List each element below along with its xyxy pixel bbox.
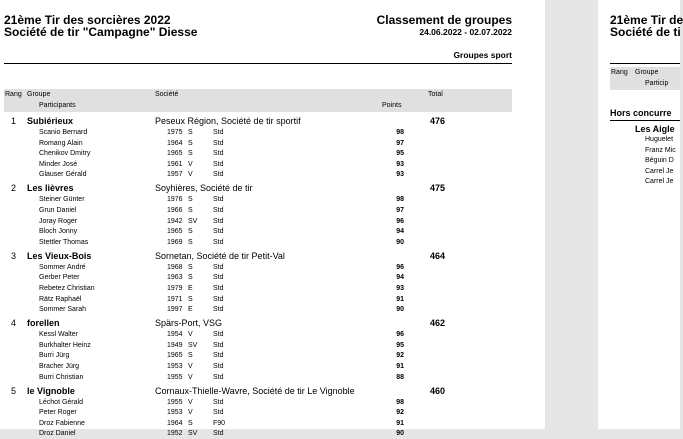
participant-type: Std bbox=[213, 363, 224, 370]
participant-type: Std bbox=[213, 129, 224, 136]
organizer-title-p2: Société de ti bbox=[610, 25, 681, 39]
group-name: Subiérieux bbox=[27, 116, 74, 126]
participant-type: Std bbox=[213, 217, 224, 225]
participant-year: 1957 bbox=[167, 171, 183, 179]
participant-year: 1964 bbox=[167, 419, 183, 427]
col-participants: Participants bbox=[39, 102, 76, 109]
participant-points: 90 bbox=[396, 306, 404, 314]
participant-category: S bbox=[188, 274, 193, 282]
participant-name: Peter Roger bbox=[39, 409, 77, 417]
participant-points: 98 bbox=[396, 129, 404, 136]
participant-type: Std bbox=[213, 196, 224, 204]
participant-year: 1953 bbox=[167, 409, 183, 417]
participant-category: E bbox=[188, 285, 193, 292]
participant-year: 1952 bbox=[167, 430, 183, 438]
participant-type: Std bbox=[213, 352, 224, 360]
participant-points: 91 bbox=[396, 295, 404, 303]
participant-row bbox=[0, 238, 545, 248]
section-title: Groupes sport bbox=[453, 50, 512, 60]
participant-year: 1949 bbox=[167, 341, 183, 349]
participant-row bbox=[0, 305, 545, 315]
participant-year: 1997 bbox=[167, 306, 183, 314]
participant-name: Chenikov Dmitry bbox=[39, 150, 91, 158]
participant-type: Std bbox=[213, 306, 224, 314]
col-total: Total bbox=[428, 91, 443, 98]
group-club: Soyhières, Société de tir bbox=[155, 183, 253, 194]
group-rank: 5 bbox=[11, 385, 17, 396]
section-rule-p2 bbox=[610, 120, 680, 121]
participant-points: 98 bbox=[396, 196, 404, 204]
participant-type: Std bbox=[213, 430, 224, 438]
group-club: Peseux Région, Société de tir sportif bbox=[155, 116, 301, 126]
col-rank: Rang bbox=[5, 91, 22, 98]
participant-category: S bbox=[188, 295, 193, 303]
participant-category: V bbox=[188, 363, 193, 370]
report-page-2 bbox=[598, 0, 683, 429]
participant-type: Std bbox=[213, 139, 224, 147]
group-club: Cornaux-Thielle-Wavre, Société de tir Le Vignoble bbox=[155, 385, 355, 396]
participant-row bbox=[0, 295, 545, 305]
col-club: Société bbox=[155, 91, 179, 98]
participant-year: 1961 bbox=[167, 160, 183, 168]
participant-points: 90 bbox=[396, 238, 404, 246]
participant-type: Std bbox=[213, 398, 224, 406]
participant-category: S bbox=[188, 352, 193, 360]
participant-category: S bbox=[188, 139, 193, 147]
participant-name: Bracher Jürg bbox=[39, 363, 80, 370]
participant-category: S bbox=[188, 238, 193, 246]
participant-type: Std bbox=[213, 150, 224, 158]
participant-points: 98 bbox=[396, 398, 404, 406]
organizer-title: Société de tir "Campagne" Diesse bbox=[4, 25, 198, 39]
col-points: Points bbox=[382, 102, 402, 109]
participant-points: 90 bbox=[396, 430, 404, 438]
group-rank: 1 bbox=[11, 116, 17, 126]
group-name: forellen bbox=[27, 318, 60, 329]
participant-points: 96 bbox=[396, 331, 404, 339]
participant-category: S bbox=[188, 263, 193, 271]
participant-name: Léchot Gérald bbox=[39, 398, 83, 406]
group-name: Les lièvres bbox=[27, 183, 74, 194]
col-group-p2: Groupe bbox=[635, 69, 659, 76]
participant-category: SV bbox=[188, 217, 198, 225]
participant-name: Romang Alain bbox=[39, 139, 83, 147]
participant-year: 1955 bbox=[167, 398, 183, 406]
participant-points: 97 bbox=[396, 207, 404, 214]
participant-category: V bbox=[188, 171, 193, 179]
participant-points: 94 bbox=[396, 228, 404, 236]
group-rank: 2 bbox=[11, 183, 17, 194]
date-range: 24.06.2022 - 02.07.2022 bbox=[419, 27, 512, 37]
group-total: 460 bbox=[429, 385, 445, 396]
participant-points: 92 bbox=[396, 352, 404, 360]
participant-row bbox=[0, 206, 545, 216]
participant-year: 1964 bbox=[167, 139, 183, 147]
participant-row bbox=[0, 351, 545, 361]
participant-name: Scanio Bernard bbox=[39, 129, 88, 136]
participant-name: Bloch Jonny bbox=[39, 228, 78, 236]
participant-row bbox=[0, 217, 545, 227]
participant-name-p2: Huguelet bbox=[645, 136, 674, 143]
group-name: Les Vieux-Bois bbox=[27, 250, 92, 261]
participant-row bbox=[0, 273, 545, 283]
participant-name: Droz Daniel bbox=[39, 430, 76, 438]
participant-points: 93 bbox=[396, 285, 404, 292]
participant-name-p2: Franz Mic bbox=[645, 146, 676, 154]
participant-points: 92 bbox=[396, 409, 404, 417]
group-total: 462 bbox=[429, 318, 445, 329]
participant-category: S bbox=[188, 196, 193, 204]
group-total: 464 bbox=[429, 250, 445, 261]
participant-type: Std bbox=[213, 171, 224, 179]
participant-year: 1971 bbox=[167, 295, 183, 303]
participant-name-p2: Carrel Je bbox=[645, 167, 674, 175]
participant-points: 93 bbox=[396, 171, 404, 179]
participant-year: 1953 bbox=[167, 363, 183, 370]
group-rank: 4 bbox=[11, 318, 17, 329]
participant-name: Burri Jürg bbox=[39, 352, 70, 360]
participant-points: 91 bbox=[396, 363, 404, 370]
participant-year: 1966 bbox=[167, 207, 183, 214]
participant-row bbox=[0, 170, 545, 180]
event-title: 21ème Tir des sorcières 2022 bbox=[4, 13, 171, 27]
group-total: 475 bbox=[429, 183, 445, 194]
participant-year: 1979 bbox=[167, 285, 183, 292]
participant-row bbox=[0, 195, 545, 205]
group-name: le Vignoble bbox=[27, 385, 75, 396]
participant-row bbox=[0, 284, 545, 294]
group-name-p2: Les Aigle bbox=[635, 124, 675, 134]
participant-name: Stettler Thomas bbox=[39, 238, 89, 246]
participant-category: SV bbox=[188, 430, 198, 438]
group-rank: 3 bbox=[11, 250, 17, 261]
participant-name: Burri Christian bbox=[39, 373, 84, 381]
participant-year: 1969 bbox=[167, 238, 183, 246]
participant-name: Rebetez Christian bbox=[39, 285, 95, 292]
participant-category: V bbox=[188, 331, 193, 339]
participant-category: V bbox=[188, 160, 193, 168]
group-club: Sornetan, Société de tir Petit-Val bbox=[155, 250, 285, 261]
participant-row bbox=[0, 419, 545, 429]
participant-name: Gerber Peter bbox=[39, 274, 80, 282]
participant-category: S bbox=[188, 207, 193, 214]
col-group: Groupe bbox=[27, 91, 51, 98]
participant-row bbox=[0, 149, 545, 159]
participant-type: Std bbox=[213, 228, 224, 236]
participant-category: S bbox=[188, 419, 193, 427]
participant-year: 1976 bbox=[167, 196, 183, 204]
participant-points: 96 bbox=[396, 217, 404, 225]
col-participants-p2: Particip bbox=[645, 80, 669, 87]
participant-type: Std bbox=[213, 207, 224, 214]
participant-name-p2: Béguin D bbox=[645, 157, 674, 164]
participant-type: Std bbox=[213, 331, 224, 339]
participant-type: Std bbox=[213, 160, 224, 168]
participant-name: Grun Daniel bbox=[39, 207, 77, 214]
participant-type: Std bbox=[213, 238, 224, 246]
participant-type: Std bbox=[213, 274, 224, 282]
participant-category: S bbox=[188, 228, 193, 236]
participant-year: 1975 bbox=[167, 129, 183, 136]
participant-name: Sommer André bbox=[39, 263, 86, 271]
participant-points: 97 bbox=[396, 139, 404, 147]
participant-category: SV bbox=[188, 341, 198, 349]
participant-name: Kessl Walter bbox=[39, 331, 79, 339]
participant-type: Std bbox=[213, 409, 224, 417]
participant-row bbox=[0, 263, 545, 273]
col-rank-p2: Rang bbox=[611, 69, 628, 76]
participant-category: V bbox=[188, 373, 193, 381]
participant-row bbox=[0, 398, 545, 408]
report-title: Classement de groupes bbox=[376, 13, 512, 27]
participant-year: 1965 bbox=[167, 150, 183, 158]
participant-category: S bbox=[188, 129, 193, 136]
participant-type: Std bbox=[213, 263, 224, 271]
participant-category: V bbox=[188, 398, 193, 406]
participant-name: Joray Roger bbox=[39, 217, 78, 225]
participant-category: S bbox=[188, 150, 193, 158]
participant-row bbox=[0, 330, 545, 340]
participant-name-p2: Carrel Je bbox=[645, 178, 674, 185]
participant-name: Droz Fabienne bbox=[39, 419, 85, 427]
participant-year: 1968 bbox=[167, 263, 183, 271]
participant-name: Glauser Gérald bbox=[39, 171, 87, 179]
participant-row bbox=[0, 139, 545, 149]
participant-row bbox=[0, 160, 545, 170]
participant-row bbox=[0, 362, 545, 372]
participant-points: 91 bbox=[396, 419, 404, 427]
participant-points: 96 bbox=[396, 263, 404, 271]
participant-type: Std bbox=[213, 295, 224, 303]
participant-category: V bbox=[188, 409, 193, 417]
participant-year: 1965 bbox=[167, 352, 183, 360]
participant-name: Sommer Sarah bbox=[39, 306, 87, 314]
participant-type: Std bbox=[213, 373, 224, 381]
participant-name: Rätz Raphaël bbox=[39, 295, 82, 303]
participant-row bbox=[0, 227, 545, 237]
participant-year: 1963 bbox=[167, 274, 183, 282]
participant-category: E bbox=[188, 306, 193, 314]
header-rule-p2 bbox=[610, 63, 680, 64]
group-total: 476 bbox=[429, 116, 445, 126]
participant-year: 1965 bbox=[167, 228, 183, 236]
participant-row bbox=[0, 128, 545, 138]
participant-row bbox=[0, 429, 545, 439]
participant-points: 88 bbox=[396, 373, 404, 381]
participant-year: 1954 bbox=[167, 331, 183, 339]
participant-year: 1955 bbox=[167, 373, 183, 381]
participant-type: Std bbox=[213, 285, 224, 292]
participant-row bbox=[0, 408, 545, 418]
event-title-p2: 21ème Tir de bbox=[610, 13, 683, 27]
participant-points: 95 bbox=[396, 150, 404, 158]
participant-row bbox=[0, 373, 545, 383]
group-club: Spärs-Port, VSG bbox=[155, 318, 223, 329]
header-rule bbox=[4, 63, 512, 64]
participant-row bbox=[0, 341, 545, 351]
participant-name: Burkhalter Heinz bbox=[39, 341, 91, 349]
participant-year: 1942 bbox=[167, 217, 183, 225]
participant-type: F90 bbox=[213, 419, 226, 427]
participant-name: Minder José bbox=[39, 160, 78, 168]
participant-points: 93 bbox=[396, 160, 404, 168]
participant-name: Steiner Günter bbox=[39, 196, 85, 204]
participant-points: 95 bbox=[396, 341, 404, 349]
participant-points: 94 bbox=[396, 274, 404, 282]
out-of-competition-title: Hors concurre bbox=[610, 108, 672, 118]
participant-type: Std bbox=[213, 341, 224, 349]
